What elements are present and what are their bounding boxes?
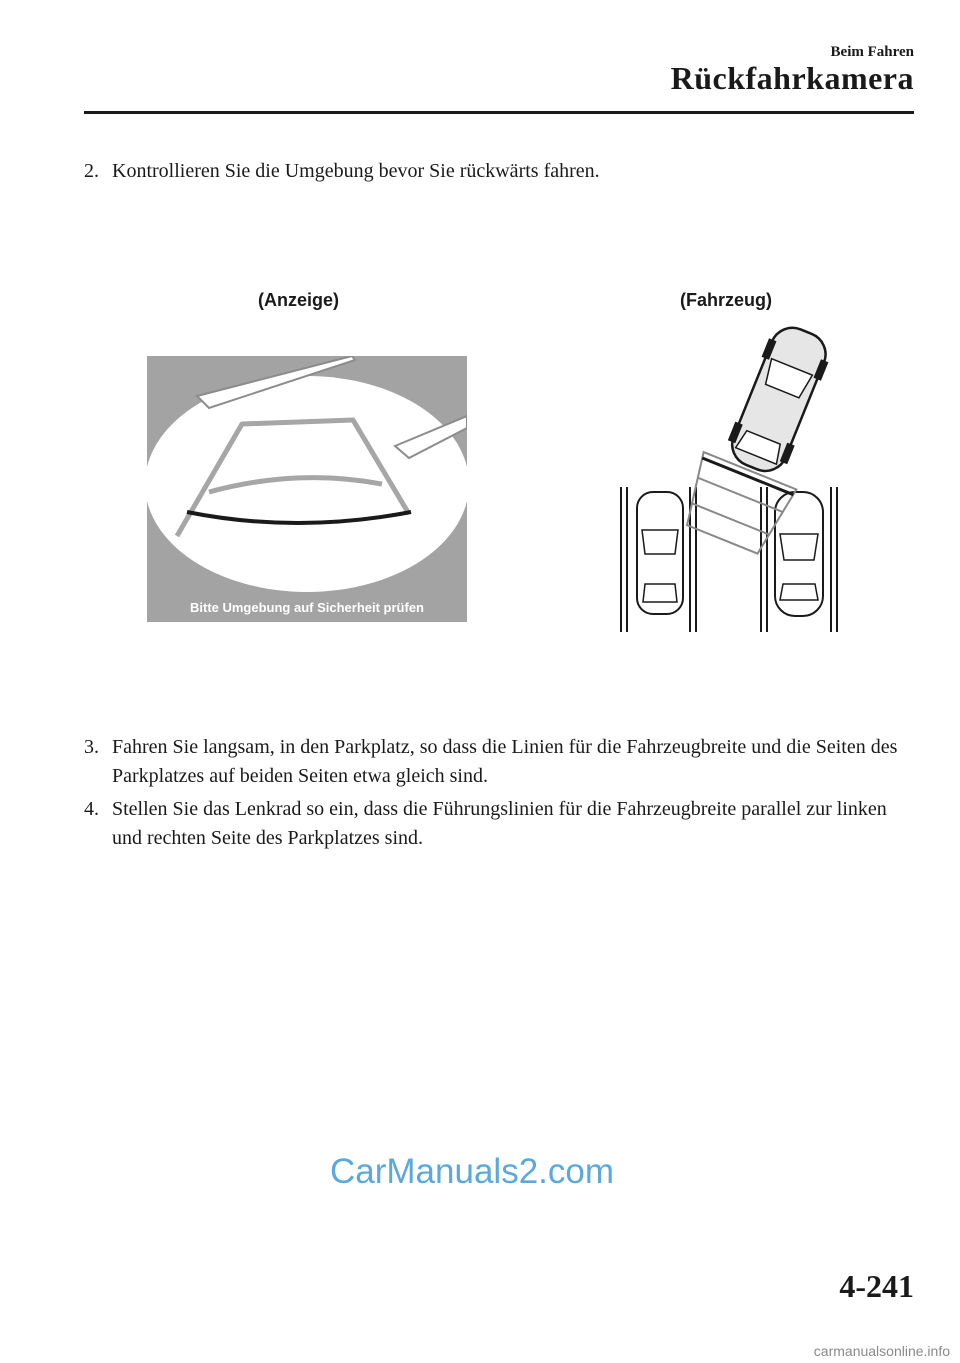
page-title: Rückfahrkamera bbox=[670, 60, 914, 96]
step-2 bbox=[84, 157, 914, 186]
parked-car-right bbox=[775, 492, 823, 616]
header-divider bbox=[84, 111, 914, 114]
vehicle-overhead-illustration bbox=[615, 322, 855, 634]
display-label: (Anzeige) bbox=[258, 290, 339, 310]
footer-site-link[interactable]: carmanualsonline.info bbox=[813, 1343, 950, 1359]
display-caption: Bitte Umgebung auf Sicherheit prüfen bbox=[189, 600, 425, 615]
reversing-car bbox=[676, 322, 853, 558]
camera-display-illustration bbox=[147, 356, 467, 622]
step-4 bbox=[84, 795, 914, 853]
page-number: 4-241 bbox=[839, 1268, 914, 1304]
vehicle-label: (Fahrzeug) bbox=[680, 290, 772, 310]
step-number: 4. bbox=[84, 798, 99, 820]
display-view-area bbox=[147, 376, 467, 592]
step-3 bbox=[84, 733, 914, 791]
step-number: 3. bbox=[84, 736, 99, 758]
step-number: 2. bbox=[84, 160, 99, 182]
watermark: CarManuals2.com bbox=[330, 1152, 614, 1191]
step-text: Fahren Sie langsam, in den Parkplatz, so dass die Linien für die Fahrzeugbreite und die Seiten des Parkplatzes auf beiden Seiten etwa gleich sind. bbox=[112, 736, 898, 787]
parked-car-left bbox=[637, 492, 683, 614]
section-name: Beim Fahren bbox=[830, 44, 914, 60]
step-text: Kontrollieren Sie die Umgebung bevor Sie rückwärts fahren. bbox=[112, 160, 600, 182]
step-text: Stellen Sie das Lenkrad so ein, dass die Führungslinien für die Fahrzeugbreite parallel zur linken und rechten Seite des Parkplatzes sind. bbox=[112, 798, 887, 849]
